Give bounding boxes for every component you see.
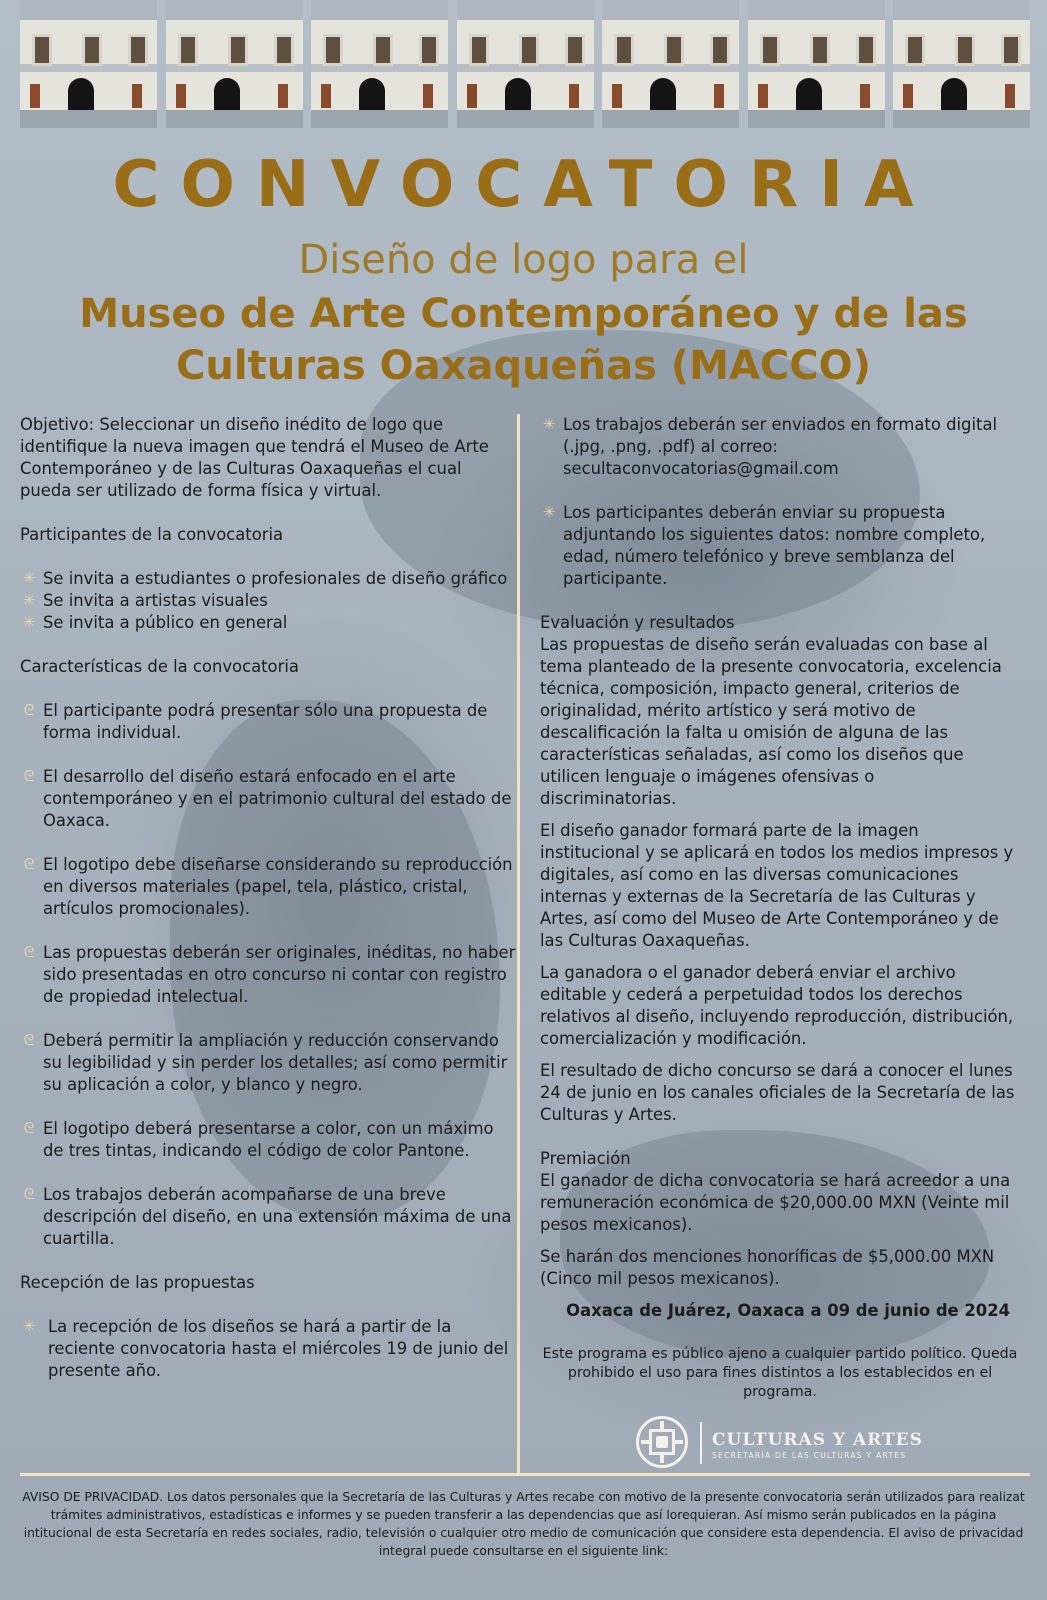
list-item: ᘓ Deberá permitir la ampliación y reducción conservando su legibilidad y sin perder los detalles; así como permitir su aplicación a color, y blanco y negro. <box>20 1030 516 1096</box>
sparkle-icon: ✳ <box>22 591 36 609</box>
culturas-y-artes-logo <box>636 1416 936 1472</box>
sparkle-icon: ✳ <box>22 1317 36 1335</box>
evaluacion-heading: Evaluación y resultados <box>540 613 735 632</box>
building-tile <box>311 0 448 128</box>
list-item: ✳ Se invita a artistas visuales <box>20 590 516 612</box>
sparkle-icon: ✳ <box>22 569 36 587</box>
recepcion-heading: Recepción de las propuestas <box>20 1273 255 1292</box>
disclaimer-text: Este programa es público ajeno a cualquier partido político. Queda prohibido el uso para fines distintos a los establecidos en el programa. <box>542 1346 1018 1400</box>
spiral-icon: ᘓ <box>23 943 35 961</box>
building-tile <box>457 0 594 128</box>
list-item: ✳ Se invita a público en general <box>20 612 516 634</box>
premiacion-paragraph: Se harán dos menciones honoríficas de $5,000.00 MXN (Cinco mil pesos mexicanos). <box>540 1247 995 1288</box>
participantes-list <box>20 568 516 634</box>
building-tile <box>893 0 1030 128</box>
spiral-icon: ᘓ <box>23 855 35 873</box>
building-illustration-strip <box>20 0 1030 128</box>
spiral-icon: ᘓ <box>23 767 35 785</box>
objetivo-text: Objetivo: Seleccionar un diseño inédito de logo que identifique la nueva imagen que tendrá el Museo de Arte Contemporáneo y de las Culturas Oaxaqueñas el cual pueda ser utilizado de forma física y virtual. <box>20 415 489 500</box>
evaluacion-paragraph: El resultado de dicho concurso se dará a conocer el lunes 24 de junio en los canales oficiales de la Secretaría de las Culturas y Artes. <box>540 1061 1015 1124</box>
evaluacion-paragraph: Las propuestas de diseño serán evaluadas con base al tema planteado de la presente convocatoria, excelencia técnica, composición, impacto general, criterios de originalidad, mérito artístico y será motivo de descalificación la falta u omisión de alguna de las características señaladas, así como los diseños que utilicen lenguaje o imágenes ofensivas o discriminatorias. <box>540 635 1002 808</box>
list-item: ✳ Los trabajos deberán ser enviados en formato digital (.jpg, .png, .pdf) al correo: secultaconvocatorias@gmail.com <box>540 414 1015 480</box>
caracteristicas-heading: Características de la convocatoria <box>20 657 299 676</box>
sparkle-icon: ✳ <box>542 415 556 433</box>
participantes-heading: Participantes de la convocatoria <box>20 525 284 544</box>
logo-separator <box>700 1422 702 1464</box>
sparkle-icon: ✳ <box>542 503 556 521</box>
spiral-icon: ᘓ <box>23 1031 35 1049</box>
building-tile <box>166 0 303 128</box>
logo-name: CULTURAS Y ARTES <box>712 1430 923 1450</box>
spiral-icon: ᘓ <box>23 1119 35 1137</box>
spiral-icon: ᘓ <box>23 701 35 719</box>
subtitle: Diseño de logo para el <box>298 237 749 283</box>
column-divider <box>517 414 520 1474</box>
place-date: Oaxaca de Juárez, Oaxaca a 09 de junio de 2024 <box>566 1301 1010 1320</box>
museum-name: Museo de Arte Contemporáneo y de las Culturas Oaxaqueñas (MACCO) <box>79 291 968 389</box>
list-item: ᘓ El participante podrá presentar sólo una propuesta de forma individual. <box>20 700 516 744</box>
grecas-emblem-icon <box>636 1416 688 1468</box>
list-item: ᘓ Los trabajos deberán acompañarse de una breve descripción del diseño, en una extensión máxima de una cuartilla. <box>20 1184 516 1250</box>
footer-divider <box>20 1473 1030 1476</box>
list-item: ✳ La recepción de los diseños se hará a partir de la reciente convocatoria hasta el miércoles 19 de junio del presente año. <box>20 1316 516 1382</box>
evaluacion-paragraph: La ganadora o el ganador deberá enviar el archivo editable y cederá a perpetuidad todos los derechos relativos al diseño, incluyendo reproducción, distribución, comercialización y modificación. <box>540 963 1014 1048</box>
building-tile <box>20 0 157 128</box>
privacy-notice: AVISO DE PRIVACIDAD. Los datos personales que la Secretaría de las Culturas y Artes recabe con motivo de la presente convocatoria serán utilizados para realizat trámites administrativos, estadísticas e informes y se pueden transferir a las dependencias que así lorequieran. Así mismo serán publicados en la página intitucional de esta Secretaría en redes sociales, radio, televisión o cualquier otro medio de comunicación que considere esta dependencia. El aviso de privacidad integral puede consultarse en el siguiente link: <box>22 1490 1025 1558</box>
building-tile <box>748 0 885 128</box>
list-item: ᘓ El logotipo debe diseñarse considerando su reproducción en diversos materiales (papel, tela, plástico, cristal, artículos promocionales). <box>20 854 516 920</box>
list-item: ✳ Se invita a estudiantes o profesionales de diseño gráfico <box>20 568 516 590</box>
left-column <box>20 414 516 1382</box>
caracteristicas-list <box>20 700 516 1250</box>
sparkle-icon: ✳ <box>22 613 36 631</box>
logo-subtitle: SECRETARÍA DE LAS CULTURAS Y ARTES <box>712 1451 907 1460</box>
right-column <box>540 414 1015 1290</box>
list-item: ✳ Los participantes deberán enviar su propuesta adjuntando los siguientes datos: nombre completo, edad, número telefónico y breve semblanza del participante. <box>540 502 1015 590</box>
spiral-icon: ᘓ <box>23 1185 35 1203</box>
list-item: ᘓ Las propuestas deberán ser originales, inéditas, no haber sido presentadas en otro concurso ni contar con registro de propiedad intelectual. <box>20 942 516 1008</box>
evaluacion-paragraph: El diseño ganador formará parte de la imagen institucional y se aplicará en todos los medios impresos y digitales, así como en las diversas comunicaciones internas y externas de la Secretaría de las Culturas y Artes, así como del Museo de Arte Contemporáneo y de las Culturas Oaxaqueñas. <box>540 821 1014 950</box>
premiacion-paragraph: El ganador de dicha convocatoria se hará acreedor a una remuneración económica de $20,000.00 MXN (Veinte mil pesos mexicanos). <box>540 1171 1011 1234</box>
list-item: ᘓ El desarrollo del diseño estará enfocado en el arte contemporáneo y en el patrimonio cultural del estado de Oaxaca. <box>20 766 516 832</box>
list-item: ᘓ El logotipo deberá presentarse a color, con un máximo de tres tintas, indicando el código de color Pantone. <box>20 1118 516 1162</box>
premiacion-heading: Premiación <box>540 1149 631 1168</box>
building-tile <box>602 0 739 128</box>
page-title: CONVOCATORIA <box>112 148 935 222</box>
